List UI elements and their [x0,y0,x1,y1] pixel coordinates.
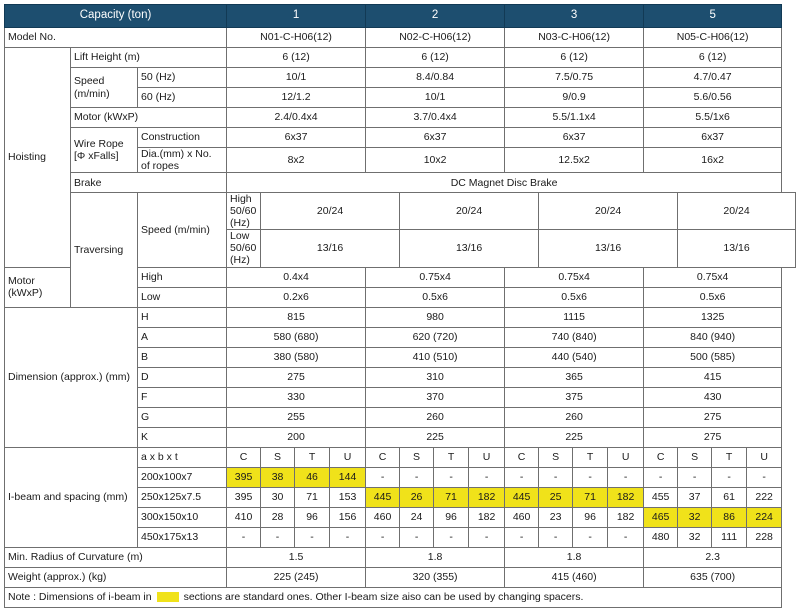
ibeam-spacing-value: - [539,467,573,487]
ibeam-size: 250x125x7.5 [138,487,227,507]
hoist-speed-50-value: 7.5/0.75 [505,68,644,88]
ibeam-col-c: C [505,447,539,467]
weight-label: Weight (approx.) (kg) [5,567,227,587]
ibeam-spacing-value: - [608,527,644,547]
traverse-speed-high-value: 20/24 [261,193,400,230]
ibeam-col-t: T [573,447,608,467]
note-text-after: sections are standard ones. Other I-beam size aiso can be used by changing spacers. [183,590,584,603]
ibeam-spacing-value: - [573,527,608,547]
ibeam-col-s: S [261,447,295,467]
ibeam-spacing-value: - [747,467,782,487]
dimension-value: 500 (585) [644,347,782,367]
dimension-key: D [138,367,227,387]
traverse-speed-high-value: 20/24 [539,193,678,230]
ibeam-col-t: T [712,447,747,467]
min-radius-label: Min. Radius of Curvature (m) [5,547,227,567]
dimension-value: 275 [644,407,782,427]
ibeam-spacing-value: 71 [434,487,469,507]
ibeam-spacing-value: 156 [330,507,366,527]
ibeam-spacing-value: 26 [400,487,434,507]
wire-dia-label: Dia.(mm) x No. of ropes [138,148,227,173]
ibeam-spacing-value: - [227,527,261,547]
min-radius-row [5,547,796,567]
wire-dia-value: 12.5x2 [505,148,644,173]
hoist-motor-value: 5.5/1x6 [644,108,782,128]
dimension-value: 620 (720) [366,327,505,347]
ibeam-spacing-value: 24 [400,507,434,527]
ibeam-spacing-value: - [678,467,712,487]
model-row [5,28,796,48]
dimension-key: K [138,427,227,447]
ibeam-spacing-value: - [295,527,330,547]
traverse-motor-high-value: 0.75x4 [366,267,505,287]
note-text-before: Note : Dimensions of i-beam in [8,590,152,603]
ibeam-spacing-value: 445 [505,487,539,507]
ibeam-spacing-value: 28 [261,507,295,527]
ibeam-spacing-value: 71 [573,487,608,507]
traverse-motor-high-value: 0.75x4 [644,267,782,287]
ibeam-spacing-value: 46 [295,467,330,487]
hoist-speed-60-value: 5.6/0.56 [644,88,782,108]
ibeam-spacing-value: - [644,467,678,487]
weight-value: 320 (355) [366,567,505,587]
traverse-speed-high-label: High 50/60 (Hz) [227,193,261,230]
dimension-key: A [138,327,227,347]
wire-construction-value: 6x37 [505,128,644,148]
ibeam-spacing-value: - [712,467,747,487]
ibeam-spacing-value: 182 [469,507,505,527]
brake-label: Brake [71,173,227,193]
wire-construction-row [5,128,796,148]
ibeam-group-label: I-beam and spacing (mm) [5,447,138,547]
ibeam-col-s: S [539,447,573,467]
weight-value: 635 (700) [644,567,782,587]
hoist-motor-row [5,108,796,128]
ibeam-spacing-value: 111 [712,527,747,547]
capacity-1: 1 [227,5,366,28]
ibeam-spacing-value: 455 [644,487,678,507]
hoist-motor-value: 3.7/0.4x4 [366,108,505,128]
ibeam-spacing-value: 153 [330,487,366,507]
ibeam-spacing-value: - [400,527,434,547]
ibeam-spacing-value: - [434,467,469,487]
capacity-label: Capacity (ton) [5,5,227,28]
dimension-value: 225 [366,427,505,447]
wire-dia-value: 16x2 [644,148,782,173]
hoist-speed-60-label: 60 (Hz) [138,88,227,108]
ibeam-spacing-value: - [505,527,539,547]
min-radius-value: 1.8 [366,547,505,567]
weight-value: 225 (245) [227,567,366,587]
hoist-speed-60-value: 10/1 [366,88,505,108]
traverse-motor-low-label: Low [138,287,227,307]
wire-dia-value: 10x2 [366,148,505,173]
hoisting-group-label: Hoisting [5,48,71,268]
traverse-speed-low-value: 13/16 [400,230,539,267]
hoist-motor-value: 2.4/0.4x4 [227,108,366,128]
ibeam-spacing-value: - [469,527,505,547]
brake-value: DC Magnet Disc Brake [227,173,782,193]
traversing-group-label: Traversing [71,193,138,307]
ibeam-spacing-value: 182 [469,487,505,507]
ibeam-spacing-value: - [400,467,434,487]
ibeam-spacing-value: 86 [712,507,747,527]
ibeam-spacing-value: - [434,527,469,547]
weight-value: 415 (460) [505,567,644,587]
weight-row [5,567,796,587]
dimension-key: F [138,387,227,407]
capacity-5: 5 [644,5,782,28]
ibeam-spacing-value: - [366,527,400,547]
ibeam-spacing-value: 445 [366,487,400,507]
dimension-value: 580 (680) [227,327,366,347]
wire-construction-label: Construction [138,128,227,148]
dimension-value: 980 [366,307,505,327]
dimension-value: 260 [505,407,644,427]
traverse-motor-low-value: 0.5x6 [366,287,505,307]
ibeam-spacing-value: 228 [747,527,782,547]
hoist-speed-50-value: 10/1 [227,68,366,88]
ibeam-spacing-value: - [608,467,644,487]
spec-table [4,4,796,608]
ibeam-spacing-value: - [539,527,573,547]
standard-highlight-swatch [157,592,179,602]
wire-construction-value: 6x37 [366,128,505,148]
hoist-speed-label: Speed (m/min) [71,68,138,108]
dimension-value: 310 [366,367,505,387]
lift-height-value: 6 (12) [505,48,644,68]
ibeam-col-c: C [227,447,261,467]
hoist-speed-50-label: 50 (Hz) [138,68,227,88]
traverse-speed-low-label: Low 50/60 (Hz) [227,230,261,267]
ibeam-size: 200x100x7 [138,467,227,487]
ibeam-col-u: U [747,447,782,467]
min-radius-value: 2.3 [644,547,782,567]
dimension-value: 1115 [505,307,644,327]
ibeam-spacing-value: - [573,467,608,487]
ibeam-spacing-value: 395 [227,467,261,487]
ibeam-spacing-value: 96 [573,507,608,527]
traverse-motor-low-value: 0.5x6 [505,287,644,307]
ibeam-header-row [5,447,796,467]
ibeam-spacing-value: 38 [261,467,295,487]
ibeam-spacing-value: 30 [261,487,295,507]
dimension-group-label: Dimension (approx.) (mm) [5,307,138,447]
lift-height-value: 6 (12) [227,48,366,68]
ibeam-col-c: C [366,447,400,467]
ibeam-spacing-value: 32 [678,507,712,527]
ibeam-spacing-value: - [505,467,539,487]
traverse-motor-high-label: High [138,267,227,287]
model-value: N03-C-H06(12) [505,28,644,48]
traverse-speed-high-value: 20/24 [400,193,539,230]
ibeam-spacing-value: - [469,467,505,487]
traverse-speed-low-value: 13/16 [539,230,678,267]
min-radius-value: 1.5 [227,547,366,567]
capacity-header-row [5,5,796,28]
ibeam-spacing-value: 32 [678,527,712,547]
model-value: N01-C-H06(12) [227,28,366,48]
ibeam-spacing-value: 144 [330,467,366,487]
traverse-speed-high-row [5,193,796,230]
wire-rope-label: Wire Rope [Φ xFalls] [71,128,138,173]
ibeam-spacing-value: - [261,527,295,547]
ibeam-size: 450x175x13 [138,527,227,547]
capacity-2: 2 [366,5,505,28]
ibeam-col-u: U [469,447,505,467]
ibeam-col-u: U [608,447,644,467]
dimension-value: 275 [644,427,782,447]
ibeam-size: 300x150x10 [138,507,227,527]
ibeam-spacing-value: 224 [747,507,782,527]
wire-construction-value: 6x37 [644,128,782,148]
dimension-value: 1325 [644,307,782,327]
ibeam-spacing-value: 182 [608,507,644,527]
dimension-value: 330 [227,387,366,407]
dimension-value: 415 [644,367,782,387]
dimension-value: 440 (540) [505,347,644,367]
traverse-speed-low-value: 13/16 [261,230,400,267]
ibeam-spacing-value: - [366,467,400,487]
ibeam-spacing-value: 182 [608,487,644,507]
hoist-speed-50-value: 8.4/0.84 [366,68,505,88]
dimension-value: 225 [505,427,644,447]
dimension-value: 200 [227,427,366,447]
note-row [5,587,796,607]
dimension-value: 255 [227,407,366,427]
ibeam-spacing-value: 460 [505,507,539,527]
dimension-value: 260 [366,407,505,427]
dimension-key: B [138,347,227,367]
ibeam-spacing-value: 25 [539,487,573,507]
traverse-motor-label: Motor (kWxP) [5,267,71,307]
traverse-motor-low-value: 0.5x6 [644,287,782,307]
dimension-value: 815 [227,307,366,327]
ibeam-spacing-value: 465 [644,507,678,527]
lift-height-value: 6 (12) [644,48,782,68]
brake-row [5,173,796,193]
wire-construction-value: 6x37 [227,128,366,148]
lift-height-value: 6 (12) [366,48,505,68]
ibeam-spacing-value: 71 [295,487,330,507]
wire-dia-value: 8x2 [227,148,366,173]
ibeam-spacing-value: 96 [434,507,469,527]
dimension-value: 380 (580) [227,347,366,367]
ibeam-spacing-value: 222 [747,487,782,507]
ibeam-size-header: a x b x t [138,447,227,467]
dimension-value: 840 (940) [644,327,782,347]
model-label: Model No. [5,28,227,48]
ibeam-spacing-value: - [330,527,366,547]
ibeam-spacing-value: 480 [644,527,678,547]
dimension-value: 740 (840) [505,327,644,347]
ibeam-col-t: T [434,447,469,467]
dimension-value: 410 (510) [366,347,505,367]
lift-height-row [5,48,796,68]
ibeam-col-s: S [678,447,712,467]
hoist-speed-60-value: 9/0.9 [505,88,644,108]
dimension-value: 370 [366,387,505,407]
hoist-motor-label: Motor (kWxP) [71,108,227,128]
ibeam-col-t: T [295,447,330,467]
hoist-motor-value: 5.5/1.1x4 [505,108,644,128]
spec-table-body [5,5,796,608]
dimension-value: 365 [505,367,644,387]
traverse-motor-high-value: 0.4x4 [227,267,366,287]
capacity-3: 3 [505,5,644,28]
dimension-key: H [138,307,227,327]
hoist-speed-50-value: 4.7/0.47 [644,68,782,88]
lift-height-label: Lift Height (m) [71,48,227,68]
note [5,587,782,607]
ibeam-spacing-value: 395 [227,487,261,507]
ibeam-col-c: C [644,447,678,467]
traverse-speed-label: Speed (m/min) [138,193,227,267]
ibeam-spacing-value: 410 [227,507,261,527]
hoist-speed-50-row [5,68,796,88]
dimension-key: G [138,407,227,427]
traverse-motor-low-value: 0.2x6 [227,287,366,307]
ibeam-spacing-value: 61 [712,487,747,507]
ibeam-spacing-value: 23 [539,507,573,527]
min-radius-value: 1.8 [505,547,644,567]
dimension-value: 275 [227,367,366,387]
model-value: N02-C-H06(12) [366,28,505,48]
model-value: N05-C-H06(12) [644,28,782,48]
hoist-speed-60-value: 12/1.2 [227,88,366,108]
ibeam-spacing-value: 460 [366,507,400,527]
ibeam-col-s: S [400,447,434,467]
ibeam-spacing-value: 96 [295,507,330,527]
traverse-speed-high-value: 20/24 [678,193,796,230]
traverse-speed-low-value: 13/16 [678,230,796,267]
dimension-value: 375 [505,387,644,407]
dimension-value: 430 [644,387,782,407]
ibeam-spacing-value: 37 [678,487,712,507]
ibeam-col-u: U [330,447,366,467]
dimension-row-h [5,307,796,327]
traverse-motor-high-value: 0.75x4 [505,267,644,287]
